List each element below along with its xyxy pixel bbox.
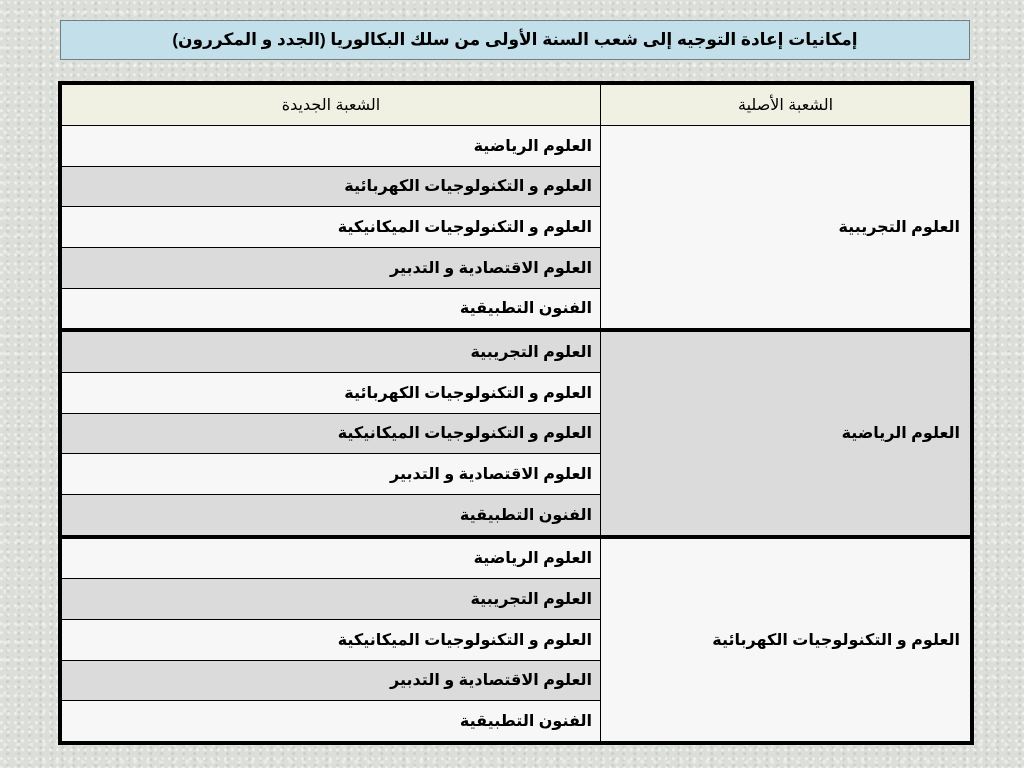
new-branch-cell: الفنون التطبيقية xyxy=(62,288,601,330)
header-new-branch: الشعبة الجديدة xyxy=(62,85,601,126)
new-branch-cell: العلوم التجريبية xyxy=(62,330,601,372)
original-branch-cell: العلوم التجريبية xyxy=(601,126,971,331)
orientation-table xyxy=(61,84,971,742)
new-branch-cell: العلوم التجريبية xyxy=(62,579,601,620)
new-branch-cell: العلوم و التكنولوجيات الكهربائية xyxy=(62,372,601,413)
table-row xyxy=(62,330,971,372)
original-branch-cell: العلوم و التكنولوجيات الكهربائية xyxy=(601,537,971,742)
new-branch-cell: العلوم الاقتصادية و التدبير xyxy=(62,247,601,288)
new-branch-cell: العلوم و التكنولوجيات الميكانيكية xyxy=(62,207,601,248)
new-branch-cell: العلوم و التكنولوجيات الميكانيكية xyxy=(62,413,601,454)
new-branch-cell: العلوم الاقتصادية و التدبير xyxy=(62,660,601,701)
orientation-table-frame xyxy=(58,81,974,745)
new-branch-cell: الفنون التطبيقية xyxy=(62,701,601,742)
new-branch-cell: العلوم الاقتصادية و التدبير xyxy=(62,454,601,495)
new-branch-cell: العلوم الرياضية xyxy=(62,537,601,579)
new-branch-cell: الفنون التطبيقية xyxy=(62,494,601,536)
table-row xyxy=(62,537,971,579)
page-title: إمكانيات إعادة التوجيه إلى شعب السنة الأولى من سلك البكالوريا (الجدد و المكررون) xyxy=(60,20,970,60)
table-row xyxy=(62,126,971,167)
table-header-row xyxy=(62,85,971,126)
new-branch-cell: العلوم و التكنولوجيات الكهربائية xyxy=(62,166,601,207)
header-original-branch: الشعبة الأصلية xyxy=(601,85,971,126)
new-branch-cell: العلوم و التكنولوجيات الميكانيكية xyxy=(62,619,601,660)
original-branch-cell: العلوم الرياضية xyxy=(601,330,971,536)
new-branch-cell: العلوم الرياضية xyxy=(62,126,601,167)
